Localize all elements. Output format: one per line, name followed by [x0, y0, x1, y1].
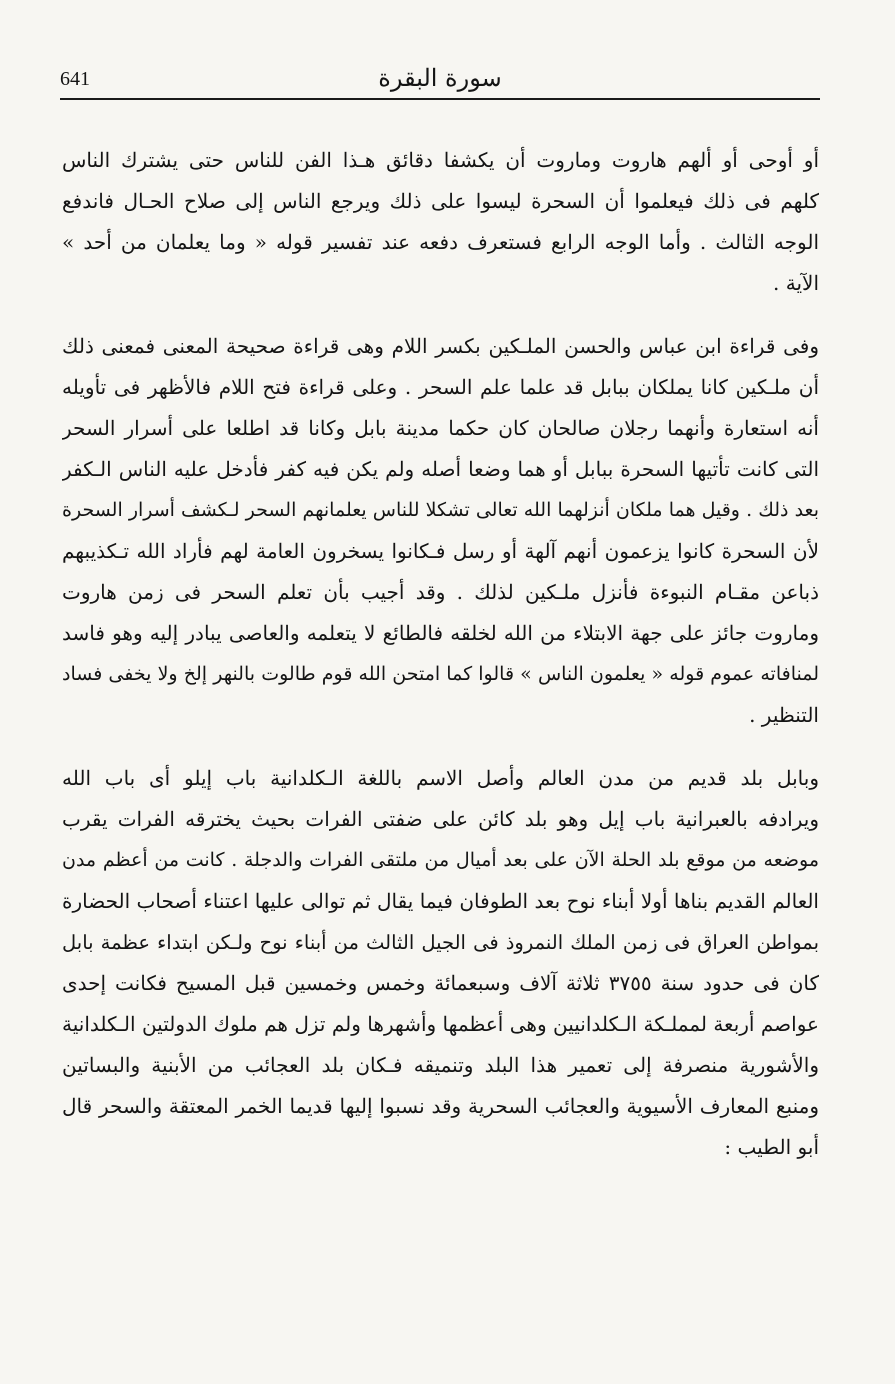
paragraph [62, 140, 819, 304]
paragraph [62, 326, 819, 736]
text-line: الوجه الثالث . وأما الوجه الرابع فستعرف دفعه عند تفسير قوله « وما يعلمان من أحد » [62, 230, 819, 254]
header-rule [60, 98, 820, 100]
body-text [62, 140, 819, 1190]
text-line: وماروت جائز على جهة الابتلاء من الله لخلقه فالطائع لا يتعلمه والعاصى يبادر إليه وهو فاسد [62, 621, 819, 645]
text-line: التنظير . [749, 703, 819, 727]
text-line: ذباعن مقـام النبوءة فأنزل ملـكين لذلك . وقد أجيب بأن تعلم السحر فى زمن هاروت [62, 580, 819, 604]
paragraph [62, 758, 819, 1168]
text-line: أبو الطيب : [724, 1135, 819, 1159]
text-line: أنه استعارة وأنهما رجلان صالحان كان حكما مدينة بابل وكانا قد اطلعا على أسرار السحر [62, 416, 819, 440]
text-line: ومنبع المعارف الأسيوية والعجائب السحرية وقد نسبوا إليها قديما الخمر المعتقة والسحر قال [62, 1094, 819, 1118]
text-line: موضعه من موقع بلد الحلة الآن على بعد أميال من ملتقى الفرات والدجلة . كانت من أعظم مدن [62, 849, 819, 871]
text-line: أو أوحى أو ألهم هاروت وماروت أن يكشفا دقائق هـذا الفن للناس حتى يشترك الناس [62, 148, 819, 172]
text-line: أن ملـكين كانا يملكان ببابل قد علما علم السحر . وعلى قراءة فتح اللام فالأظهر فى تأويله [62, 375, 819, 399]
surah-title: سورة البقرة [378, 64, 502, 92]
text-line: وفى قراءة ابن عباس والحسن الملـكين بكسر اللام وهى قراءة صحيحة المعنى فمعنى ذلك [62, 334, 819, 358]
text-line: العالم القديم بناها أولا أبناء نوح بعد الطوفان فيما يقال ثم توالى عليها اعتناء أصحاب الحضارة [62, 889, 819, 913]
text-line: ويرادفه بالعبرانية باب إيل وهو بلد كائن على ضفتى الفرات بحيث يخترقه الفرات يقرب [62, 807, 819, 831]
text-line: بعد ذلك . وقيل هما ملكان أنزلهما الله تعالى تشكلا للناس يعلمانهم السحر لـكشف أسرار السحرة [62, 499, 819, 521]
page-header [60, 62, 820, 100]
text-line: كان فى حدود سنة ٣٧٥٥ ثلاثة آلاف وسبعمائة وخمس وخمسين قبل المسيح فكانت إحدى [62, 971, 819, 995]
text-line: الآية . [773, 271, 819, 295]
text-line: التى كانت تأتيها السحرة ببابل أو هما وضعا أصله ولم يكن فيه كفر فأدخل عليه الناس الـكفر [62, 457, 819, 481]
text-line: لأن السحرة كانوا يزعمون أنهم آلهة أو رسل فـكانوا يسخرون العامة لهم فأراد الله تـكذيبهم [62, 539, 819, 563]
text-line: والأشورية منصرفة إلى تعمير هذا البلد وتنميقه فـكان بلد العجائب من الأبنية والبساتين [62, 1053, 819, 1077]
text-line: كلهم فى ذلك فيعلموا أن السحرة ليسوا على ذلك ويرجع الناس إلى صلاح الحـال فاندفع [62, 189, 819, 213]
page-number: 641 [60, 68, 90, 90]
text-line: بمواطن العراق فى زمن الملك النمروذ فى الجيل الثالث من أبناء نوح ولـكن ابتداء عظمة بابل [62, 931, 819, 954]
text-line: لمنافاته عموم قوله « يعلمون الناس » قالوا كما امتحن الله قوم طالوت بالنهر إلخ ولا يخفى فساد [62, 663, 819, 685]
text-line: وبابل بلد قديم من مدن العالم وأصل الاسم باللغة الـكلدانية باب إيلو أى باب الله [62, 766, 819, 790]
text-line: عواصم أربعة لمملـكة الـكلدانيين وهى أعظمها وأشهرها ولم تزل هم ملوك الدولتين الـكلدانية [62, 1012, 819, 1036]
